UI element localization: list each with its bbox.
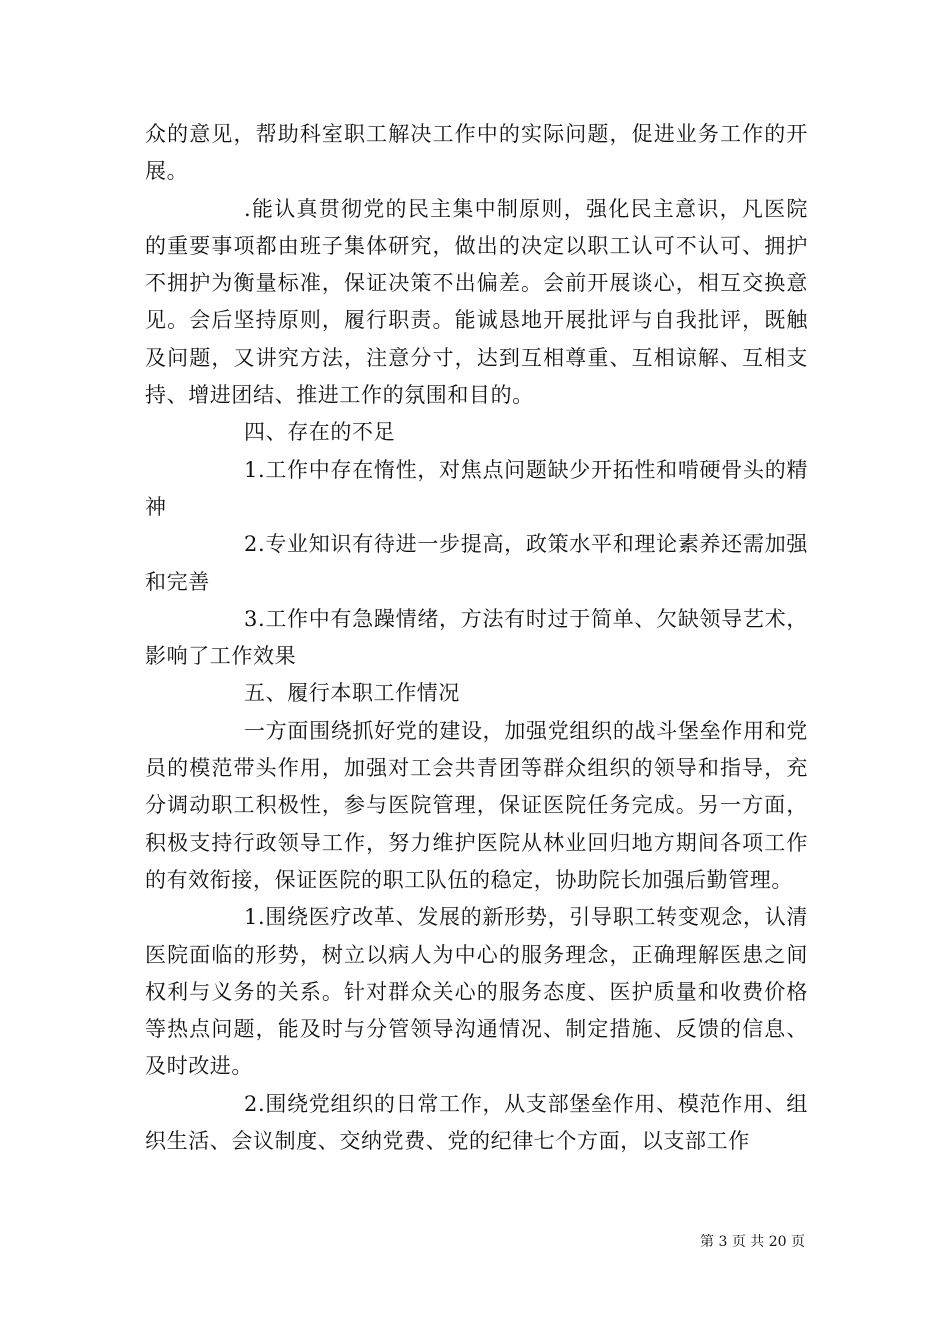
paragraph-democratic-centralism: .能认真贯彻党的民主集中制原则，强化民主意识，凡医院的重要事项都由班子集体研究，做出的决定以职工认可不认可、拥护不拥护为衡量标准，保证决策不出偏差。会前开展谈心，相互交换意见。会后坚持原则，履行职责。能诚恳地开展批评与自我批评，既触及问题，又讲究方法，注意分寸，达到互相尊重、互相谅解、互相支持、增进团结、推进工作的氛围和目的。: [145, 196, 808, 408]
paragraph-duties-overview: 一方面围绕抓好党的建设，加强党组织的战斗堡垒作用和党员的模范带头作用，加强对工会共青团等群众组织的领导和指导，充分调动职工积极性，参与医院管理，保证医院任务完成。另一方面，积极支持行政领导工作，努力维护医院从林业回归地方期间各项工作的有效衔接，保证医院的职工队伍的稳定，协助院长加强后勤管理。: [145, 718, 808, 892]
list-item-duty-1: 1.围绕医疗改革、发展的新形势，引导职工转变观念，认清医院面临的形势，树立以病人为中心的服务理念，正确理解医患之间权利与义务的关系。针对群众关心的服务态度、医护质量和收费价格等热点问题，能及时与分管领导沟通情况、制定措施、反馈的信息、及时改进。: [145, 905, 808, 1079]
paragraph-continuation: 众的意见，帮助科室职工解决工作中的实际问题，促进业务工作的开展。: [145, 122, 808, 184]
document-body: [145, 116, 808, 1160]
list-item-shortcoming-2: 2.专业知识有待进一步提高，政策水平和理论素养还需加强和完善: [145, 532, 808, 594]
section-heading-duties: 五、履行本职工作情况: [244, 681, 460, 706]
list-item-duty-2: 2.围绕党组织的日常工作，从支部堡垒作用、模范作用、组织生活、会议制度、交纳党费、党的纪律七个方面，以支部工作: [145, 1091, 808, 1154]
section-heading-shortcomings: 四、存在的不足: [244, 420, 396, 445]
page-number: 第 3 页 共 20 页: [700, 1234, 805, 1250]
list-item-shortcoming-3: 3.工作中有急躁情绪，方法有时过于简单、欠缺领导艺术，影响了工作效果: [145, 606, 808, 669]
list-item-shortcoming-1: 1.工作中存在惰性，对焦点问题缺少开拓性和啃硬骨头的精神: [145, 457, 808, 519]
